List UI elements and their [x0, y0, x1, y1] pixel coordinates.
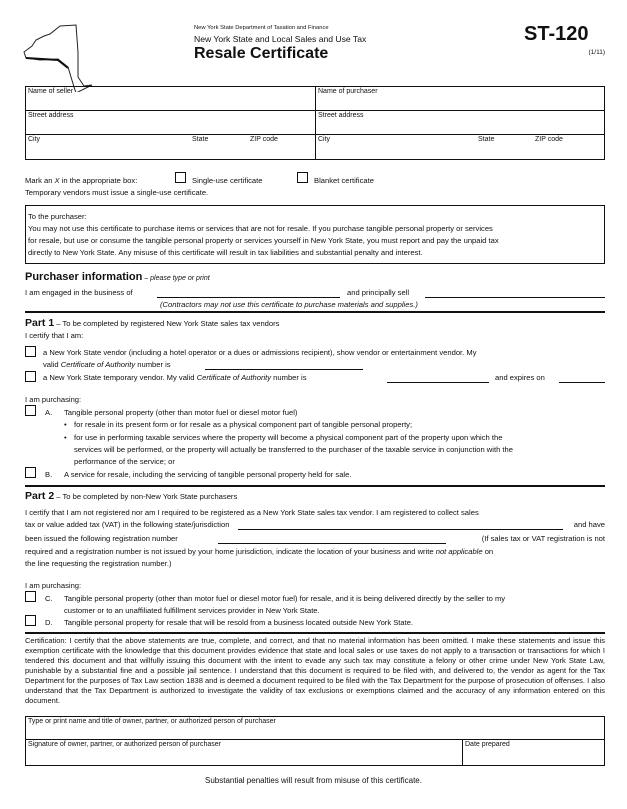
- prompt-text: Mark an: [25, 176, 55, 185]
- purchaser-city-field[interactable]: City: [318, 136, 331, 143]
- purchaser-street-field[interactable]: Street address: [318, 112, 364, 119]
- column-divider: [315, 86, 316, 159]
- authority-number-label: [43, 361, 171, 369]
- registration-number-input[interactable]: [218, 535, 446, 544]
- part1-purchasing: I am purchasing:: [25, 395, 82, 404]
- form-subtitle: New York State and Local Sales and Use Tax: [194, 34, 367, 44]
- t2: number is: [271, 373, 307, 382]
- heading-sub: – To be completed by registered New York State sales tax vendors: [54, 319, 280, 328]
- option-c-checkbox[interactable]: [25, 591, 36, 602]
- part1-heading: [25, 318, 279, 329]
- nys-vendor-checkbox[interactable]: [25, 346, 36, 357]
- option-a-bullet-cont: services will be performed, or the property will actually be transferred to the purchaser of the taxable service in conjunction with the: [74, 445, 513, 454]
- part2-heading: [25, 491, 237, 502]
- part1-certify: I certify that I am:: [25, 331, 84, 340]
- blanket-label: Blanket certificate: [314, 176, 374, 185]
- seller-name-field[interactable]: Name of seller: [28, 88, 74, 95]
- notice-line: You may not use this certificate to purchase items or services that are not for resale. If you purchase tangible personal property or services: [28, 224, 493, 233]
- option-d-letter: D.: [45, 618, 53, 627]
- seller-city-field[interactable]: City: [28, 136, 41, 143]
- section-divider: [25, 485, 605, 487]
- department-name: New York State Department of Taxation and Finance: [194, 25, 329, 31]
- single-use-checkbox[interactable]: [175, 172, 186, 183]
- bullet: •: [64, 420, 67, 429]
- form-number: ST-120: [524, 23, 589, 45]
- contractors-note: (Contractors may not use this certificate to purchase materials and supplies.): [160, 300, 418, 309]
- prompt-x: X: [54, 176, 60, 185]
- part2-text: and have: [573, 520, 605, 529]
- t-it: not applicable: [435, 547, 483, 556]
- business-label: I am engaged in the business of: [25, 288, 133, 297]
- option-b-label: A service for resale, including the servicing of tangible personal property held for sale.: [64, 470, 352, 479]
- purchaser-information-heading: [25, 272, 210, 283]
- form-title: Resale Certificate: [194, 45, 329, 62]
- jurisdiction-input[interactable]: [238, 521, 563, 530]
- heading-text: Part 1: [25, 317, 55, 329]
- temporary-vendor-note: Temporary vendors must issue a single-use certificate.: [25, 188, 209, 197]
- temporary-vendor-label: [43, 374, 307, 382]
- t2: number is: [135, 360, 171, 369]
- part2-text: I certify that I am not registered nor am I required to be registered as a New York State sales tax vendor. I am registered to collect sales: [25, 508, 479, 517]
- principally-sell-label: and principally sell: [347, 288, 410, 297]
- heading-text: Purchaser information: [25, 271, 143, 283]
- blanket-checkbox[interactable]: [297, 172, 308, 183]
- column-divider: [462, 739, 463, 765]
- option-c-label-cont: customer or to an unaffiliated fulfillment services provider in New York State.: [64, 606, 320, 615]
- option-a-letter: A.: [45, 408, 53, 417]
- expires-input[interactable]: [559, 374, 605, 383]
- heading-text: Part 2: [25, 490, 55, 502]
- option-d-label: Tangible personal property for resale that will be resold from a business located outside New York State.: [64, 618, 414, 627]
- t: required and a registration number is not issued by your home jurisdiction, indicate the location of your business and write: [25, 547, 436, 556]
- certification-text: Certification: I certify that the above statements are true, complete, and correct, and that no material information has been omitted. I make these statements and issue this exemption certificate with the knowledge that this document provides evidence that state and local sales or use taxes do not apply to a transaction or transactions for which I tendered this document and that willfully issuing this document with the intent to evade any such tax may constitute a felony or other crime under New York State Law, punishable by a substantial fine and a possible jail sentence. I understand that this document is required to be filed with, and delivered to, the vendor as agent for the Tax Department for the purposes of Tax Law section 1838 and is deemed a document required to be filed with the Tax Department for the purpose of prosecution of offenses. I also understand that the Tax Department is authorized to investigate the validity of tax exclusions or exemptions claimed and the accuracy of any information entered on this document.: [25, 636, 605, 705]
- t: a New York State temporary vendor. My valid: [43, 373, 197, 382]
- t2: on: [482, 547, 494, 556]
- part2-text: been issued the following registration number: [25, 534, 178, 543]
- t: valid: [43, 360, 61, 369]
- option-a-bullet: for resale in its present form or for resale as a physical component part of tangible personal property;: [74, 420, 413, 429]
- temporary-authority-input[interactable]: [387, 374, 489, 383]
- t-it: Certificate of Authority: [60, 360, 136, 369]
- business-input[interactable]: [157, 289, 340, 298]
- section-divider: [25, 632, 605, 634]
- option-a-bullet-cont: performance of the service; or: [74, 457, 175, 466]
- heading-sub: – To be completed by non-New York State purchasers: [54, 492, 238, 501]
- temporary-vendor-checkbox[interactable]: [25, 371, 36, 382]
- notice-line: directly to New York State. Any misuse of this certificate will result in tax liabilities and substantial penalty and interest.: [28, 248, 423, 257]
- notice-heading: To the purchaser:: [28, 212, 87, 221]
- part2-text: tax or value added tax (VAT) in the following state/jurisdiction: [25, 520, 230, 529]
- heading-sub: – please type or print: [142, 275, 210, 282]
- part2-text: [25, 548, 493, 556]
- single-use-label: Single-use certificate: [192, 176, 263, 185]
- prompt-text-end: in the appropriate box:: [59, 176, 138, 185]
- seller-street-field[interactable]: Street address: [28, 112, 74, 119]
- seller-zip-field[interactable]: ZIP code: [250, 136, 278, 143]
- notice-line: for resale, but use or consume the tangible personal property or services yourself in New York State, you must report and pay the unpaid tax: [28, 236, 499, 245]
- form-revision: (1/11): [588, 49, 605, 56]
- nys-vendor-label: a New York State vendor (including a hotel operator or a dues or admissions recipient), show vendor or entertainment vendor. My: [43, 348, 477, 357]
- penalty-footer: Substantial penalties will result from misuse of this certificate.: [205, 776, 422, 785]
- option-a-label: Tangible personal property (other than motor fuel or diesel motor fuel): [64, 408, 298, 417]
- certificate-type-prompt: [25, 177, 137, 185]
- option-a-bullet: for use in performing taxable services where the property will become a physical component part of the property upon which the: [74, 433, 503, 442]
- seller-state-field[interactable]: State: [192, 136, 209, 143]
- option-c-letter: C.: [45, 594, 53, 603]
- bullet: •: [64, 433, 67, 442]
- principally-sell-input[interactable]: [425, 289, 605, 298]
- row-divider: [25, 739, 605, 740]
- option-c-label: Tangible personal property (other than motor fuel or diesel motor fuel) for resale, and it is being delivered directly by the seller to my: [64, 594, 506, 603]
- purchaser-name-field[interactable]: Name of purchaser: [318, 88, 378, 95]
- new-york-state-map-logo: [18, 22, 93, 92]
- expires-label: and expires on: [495, 373, 545, 382]
- option-b-letter: B.: [45, 470, 53, 479]
- part2-text: (If sales tax or VAT registration is not: [481, 534, 605, 543]
- signature-field[interactable]: Signature of owner, partner, or authorized person of purchaser: [28, 741, 222, 748]
- authority-number-input[interactable]: [205, 361, 363, 370]
- part2-text: the line requesting the registration number.): [25, 559, 172, 568]
- name-title-field[interactable]: Type or print name and title of owner, partner, or authorized person of purchaser: [28, 718, 276, 725]
- purchaser-zip-field[interactable]: ZIP code: [535, 136, 563, 143]
- part2-purchasing: I am purchasing:: [25, 581, 82, 590]
- purchaser-state-field[interactable]: State: [478, 136, 495, 143]
- option-d-checkbox[interactable]: [25, 615, 36, 626]
- date-prepared-field[interactable]: Date prepared: [465, 741, 510, 748]
- section-divider: [25, 311, 605, 313]
- option-b-checkbox[interactable]: [25, 467, 36, 478]
- option-a-checkbox[interactable]: [25, 405, 36, 416]
- t-it: Certificate of Authority: [196, 373, 272, 382]
